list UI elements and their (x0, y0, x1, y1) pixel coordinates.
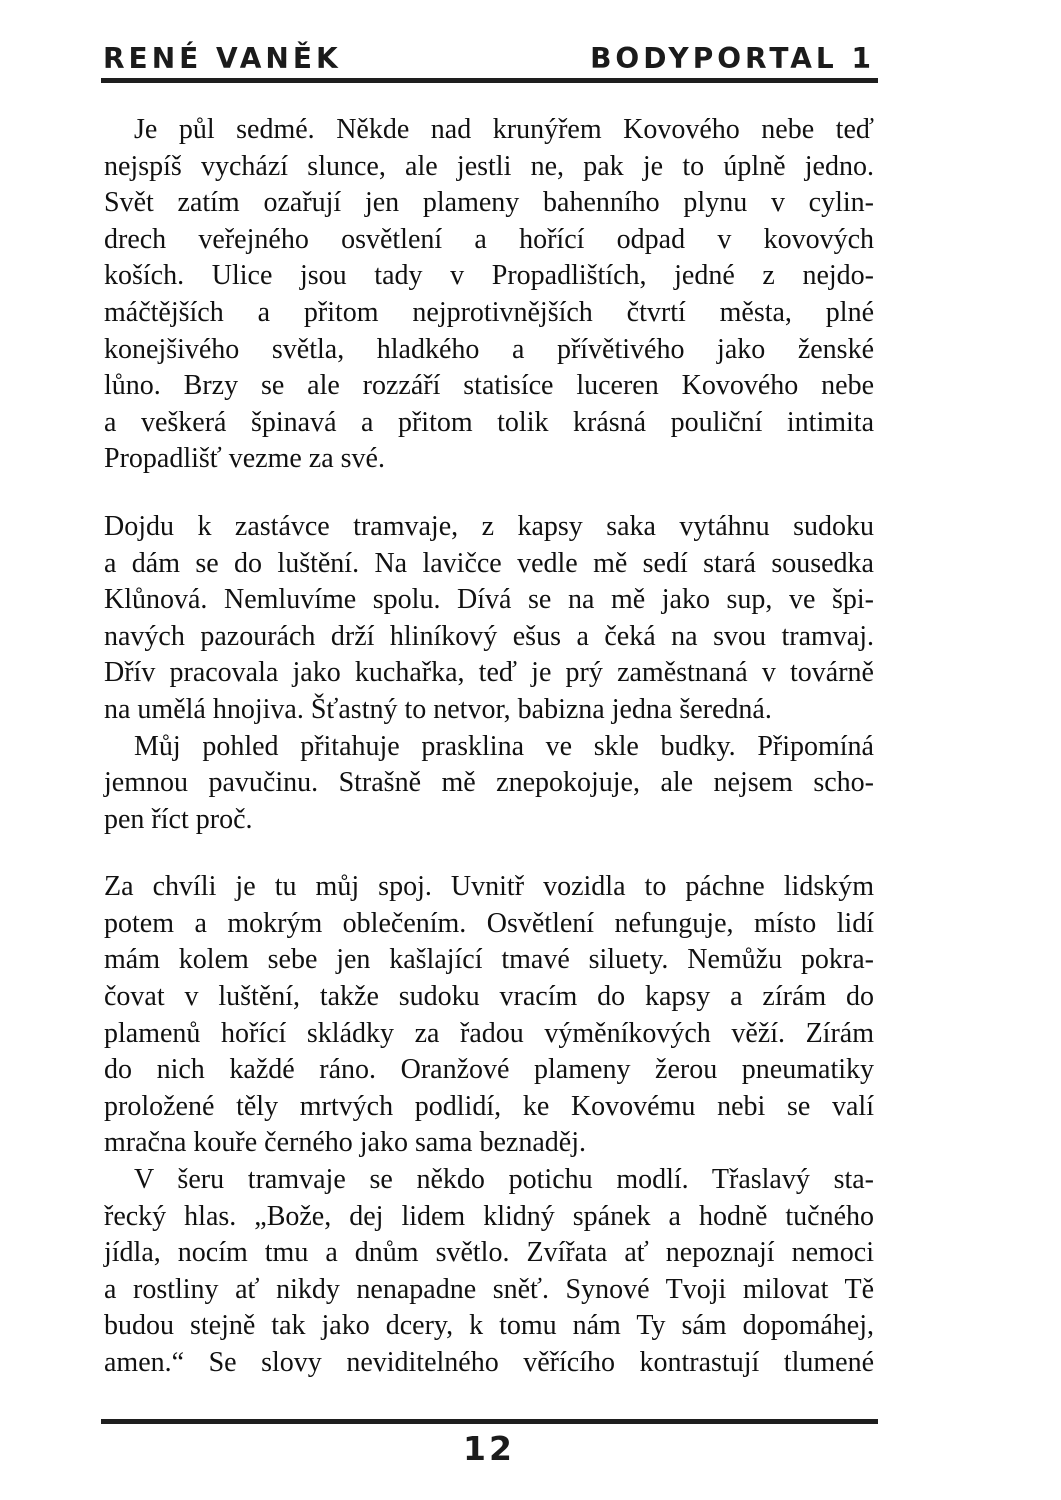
text-line: Za chvíli je tu můj spoj. Uvnitř vozidla to páchne lidským (104, 871, 874, 903)
text-line: Dojdu k zastávce tramvaje, z kapsy saka vytáhnu sudoku (104, 510, 874, 542)
text-line: nejspíš vychází slunce, ale jestli ne, pak je to úplně jedno. (104, 150, 874, 182)
paragraph (104, 729, 874, 839)
text-line: čovat v luštění, takže sudoku vracím do kapsy a zírám do (104, 981, 874, 1013)
paragraph (104, 869, 874, 1162)
text-line: mám kolem sebe jen kašlající tmavé siluety. Nemůžu pokra- (104, 944, 874, 976)
text-line: jídla, nocím tmu a dnům světlo. Zvířata ať nepoznají nemoci (104, 1237, 874, 1269)
text-line: máčtějších a přitom nejprotivnějších čtvrtí města, plné (104, 296, 874, 328)
text-line: lůno. Brzy se ale rozzáří statisíce luceren Kovového nebe (104, 370, 874, 402)
paragraph (104, 112, 874, 478)
text-line: Je půl sedmé. Někde nad krunýřem Kovového nebe teď (134, 114, 874, 145)
text-line: do nich každé ráno. Oranžové plameny žerou pneumatiky (104, 1054, 874, 1086)
text-line: mračna kouře černého jako sama beznaděj. (104, 1127, 586, 1159)
paragraph (104, 509, 874, 729)
text-line: Svět zatím ozařují jen plameny bahenního plynu v cylin- (104, 187, 874, 219)
text-line: Klůnová. Nemluvíme spolu. Dívá se na mě jako sup, ve špi- (104, 584, 874, 616)
text-line: pen říct proč. (104, 803, 253, 835)
text-line: Dřív pracovala jako kuchařka, teď je prý zaměstnaná v továrně (104, 657, 874, 689)
text-line: amen.“ Se slovy neviditelného věřícího kontrastují tlumené (104, 1347, 874, 1378)
header-rule (101, 78, 878, 83)
header-author: RENÉ VANĚK (103, 41, 342, 76)
footer-rule (101, 1419, 878, 1424)
text-line: řecký hlas. „Bože, dej lidem klidný spánek a hodně tučného (104, 1200, 874, 1232)
text-line: na umělá hnojiva. Šťastný to netvor, babizna jedna šeredná. (104, 693, 772, 725)
text-line: navých pazourách drží hliníkový ešus a čeká na svou tramvaj. (104, 620, 874, 652)
text-line: koších. Ulice jsou tady v Propadlištích, jedné z nejdo- (104, 260, 874, 292)
text-line: drech veřejného osvětlení a hořící odpad v kovových (104, 223, 874, 255)
text-line: a veškerá špinavá a přitom tolik krásná pouliční intimita (104, 406, 874, 438)
text-line: plamenů hořící skládky za řadou výměníkových věží. Zírám (104, 1017, 874, 1049)
paragraph (104, 1162, 874, 1382)
text-line: V šeru tramvaje se někdo potichu modlí. Třaslavý sta- (134, 1164, 874, 1196)
text-line: budou stejně tak jako dcery, k tomu nám Ty sám dopomáhej, (104, 1310, 874, 1342)
text-line: Můj pohled přitahuje prasklina ve skle budky. Připomíná (134, 730, 874, 762)
body-text (104, 112, 874, 1382)
page-number: 12 (463, 1429, 515, 1468)
running-header (103, 42, 875, 76)
text-line: jemnou pavučinu. Strašně mě znepokojuje, ale nejsem scho- (104, 767, 874, 799)
text-line: Propadlišť vezme za své. (104, 443, 385, 475)
text-line: a dám se do luštění. Na lavičce vedle mě sedí stará sousedka (104, 547, 874, 579)
text-line: potem a mokrým oblečením. Osvětlení nefunguje, místo lidí (104, 907, 874, 939)
text-line: proložené těly mrtvých podlidí, ke Kovovému nebi se valí (104, 1090, 874, 1122)
header-book-title: BODYPORTAL 1 (590, 41, 875, 76)
text-line: konejšivého světla, hladkého a přívětivého jako ženské (104, 333, 874, 365)
text-line: a rostliny ať nikdy nenapadne sněť. Synové Tvoji milovat Tě (104, 1273, 874, 1305)
